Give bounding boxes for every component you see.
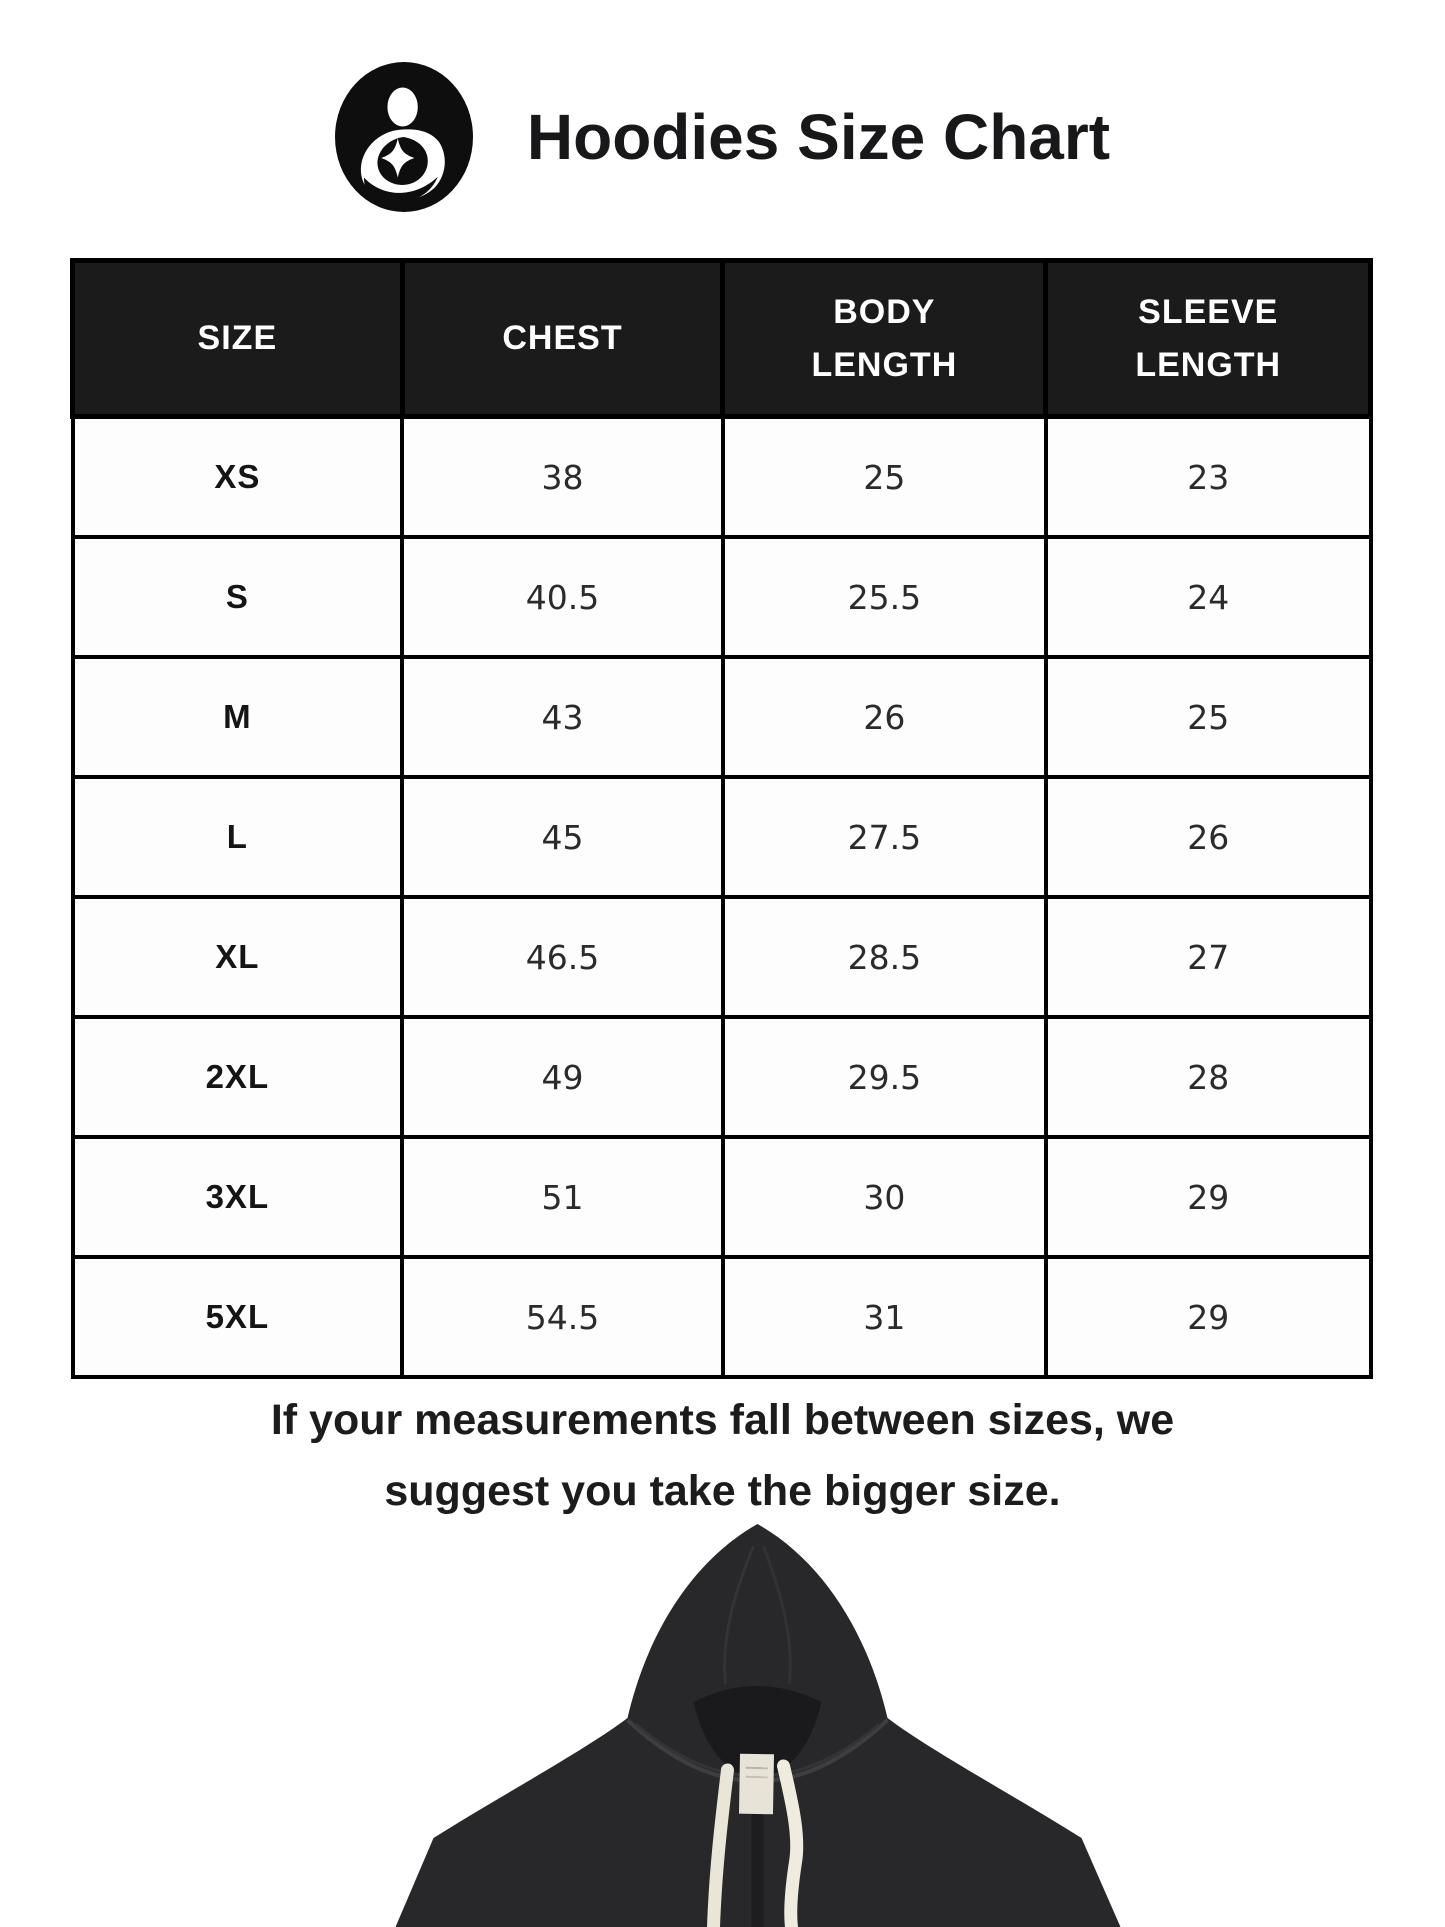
column-header-body-length: BODY LENGTH bbox=[723, 261, 1046, 417]
table-row bbox=[73, 1137, 1371, 1257]
chest-cell: 51 bbox=[402, 1137, 723, 1257]
body-length-cell: 25 bbox=[723, 417, 1046, 538]
size-cell: 2XL bbox=[73, 1017, 403, 1137]
size-cell: 5XL bbox=[73, 1257, 403, 1377]
sleeve-length-cell: 24 bbox=[1046, 537, 1371, 657]
chest-cell: 40.5 bbox=[402, 537, 723, 657]
table-row bbox=[73, 777, 1371, 897]
table-row bbox=[73, 897, 1371, 1017]
sizing-note bbox=[0, 1385, 1445, 1527]
table-row bbox=[73, 657, 1371, 777]
size-cell: XS bbox=[73, 417, 403, 538]
sizing-note-line-2: suggest you take the bigger size. bbox=[384, 1467, 1061, 1515]
body-length-cell: 25.5 bbox=[723, 537, 1046, 657]
sleeve-length-cell: 23 bbox=[1046, 417, 1371, 538]
chest-cell: 38 bbox=[402, 417, 723, 538]
sleeve-length-cell: 26 bbox=[1046, 777, 1371, 897]
size-cell: M bbox=[73, 657, 403, 777]
size-chart-table bbox=[70, 258, 1373, 1379]
column-header-chest: CHEST bbox=[402, 261, 723, 417]
chest-cell: 54.5 bbox=[402, 1257, 723, 1377]
table-header-row bbox=[73, 261, 1371, 417]
sleeve-length-cell: 29 bbox=[1046, 1137, 1371, 1257]
body-length-cell: 31 bbox=[723, 1257, 1046, 1377]
hoodie-product-photo bbox=[375, 1520, 1140, 1927]
column-header-sleeve-length: SLEEVE LENGTH bbox=[1046, 261, 1371, 417]
body-length-cell: 26 bbox=[723, 657, 1046, 777]
size-cell: XL bbox=[73, 897, 403, 1017]
size-cell: L bbox=[73, 777, 403, 897]
size-cell: 3XL bbox=[73, 1137, 403, 1257]
table-row bbox=[73, 1017, 1371, 1137]
body-length-cell: 28.5 bbox=[723, 897, 1046, 1017]
body-length-cell: 30 bbox=[723, 1137, 1046, 1257]
page-title: Hoodies Size Chart bbox=[526, 101, 1111, 173]
chest-cell: 43 bbox=[402, 657, 723, 777]
sleeve-length-cell: 28 bbox=[1046, 1017, 1371, 1137]
chest-cell: 46.5 bbox=[402, 897, 723, 1017]
body-length-cell: 29.5 bbox=[723, 1017, 1046, 1137]
sleeve-length-cell: 29 bbox=[1046, 1257, 1371, 1377]
size-cell: S bbox=[73, 537, 403, 657]
body-length-cell: 27.5 bbox=[723, 777, 1046, 897]
chest-cell: 45 bbox=[402, 777, 723, 897]
chest-cell: 49 bbox=[402, 1017, 723, 1137]
table-row bbox=[73, 1257, 1371, 1377]
table-row bbox=[73, 417, 1371, 538]
sizing-note-line-1: If your measurements fall between sizes, we bbox=[270, 1396, 1175, 1444]
column-header-size: SIZE bbox=[73, 261, 403, 417]
sleeve-length-cell: 27 bbox=[1046, 897, 1371, 1017]
parent-holding-star-logo-icon bbox=[335, 62, 473, 212]
table-row bbox=[73, 537, 1371, 657]
brand-header bbox=[0, 62, 1445, 212]
sleeve-length-cell: 25 bbox=[1046, 657, 1371, 777]
